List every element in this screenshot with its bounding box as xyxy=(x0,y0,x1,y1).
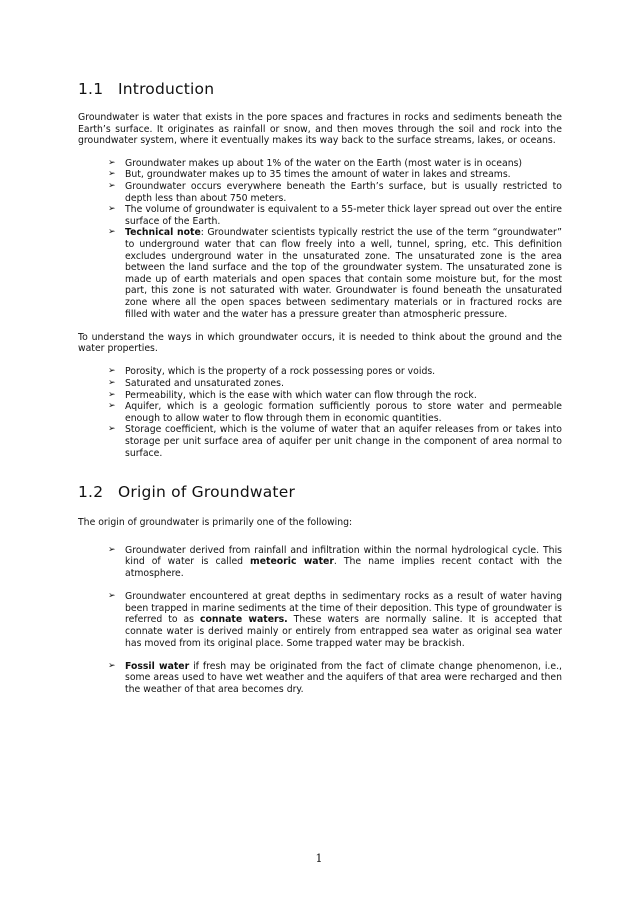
origin-intro-paragraph: The origin of groundwater is primarily one of the following: xyxy=(78,517,353,529)
term-fossil-water: Fossil water xyxy=(125,660,190,672)
arrow-bullet-icon: ➢ xyxy=(108,157,116,168)
arrow-bullet-icon: ➢ xyxy=(108,169,116,180)
properties-list xyxy=(78,366,562,459)
list-item: ➢ The volume of groundwater is equivalent to a 55-meter thick layer spread out over the entire surface of the Earth. xyxy=(108,204,562,227)
origin-list xyxy=(78,545,562,696)
properties-paragraph: To understand the ways in which groundwater occurs, it is needed to think about the ground and the water properties. xyxy=(78,331,562,355)
term-meteoric-water: meteoric water xyxy=(250,556,334,568)
section-number: 1.2 xyxy=(78,483,104,502)
list-item: ➢ Groundwater makes up about 1% of the water on the Earth (most water is in oceans) xyxy=(108,157,523,169)
arrow-bullet-icon: ➢ xyxy=(108,227,116,238)
arrow-bullet-icon: ➢ xyxy=(108,180,116,191)
arrow-bullet-icon: ➢ xyxy=(108,660,116,671)
section-heading-origin xyxy=(78,483,562,501)
arrow-bullet-icon: ➢ xyxy=(108,424,116,435)
term-connate-waters: connate waters. xyxy=(200,614,288,626)
technical-note-label: Technical note xyxy=(125,227,201,239)
page-number: 1 xyxy=(315,852,323,865)
list-item-technical-note xyxy=(108,227,562,320)
facts-list xyxy=(78,158,562,320)
list-item: ➢ Groundwater occurs everywhere beneath the Earth’s surface, but is usually restricted to depth less than about 750 meters. xyxy=(108,180,562,204)
arrow-bullet-icon: ➢ xyxy=(108,544,116,555)
technical-note-text: : Groundwater scientists typically restrict the use of the term “groundwater” to underground water that can flow freely into a well, tunnel, spring, etc. This definition excludes underground water in the unsaturated zone. The unsaturated zone is the area between the land surface and the top of the groundwater system. The unsaturated zone is made up of earth materials and open spaces that contain some moisture but, for the most part, this zone is not saturated with water. Groundwater is found beneath the unsaturated zone where all the open spaces between sedimentary materials or in fractured rocks are filled with water and the water has a pressure greater than atmospheric pressure. xyxy=(125,227,563,320)
arrow-bullet-icon: ➢ xyxy=(108,378,116,389)
list-item: ➢ Aquifer, which is a geologic formation sufficiently porous to store water and permeable enough to allow water to flow through them in economic quantities. xyxy=(108,401,562,424)
page-content xyxy=(78,80,562,707)
arrow-bullet-icon: ➢ xyxy=(108,389,116,400)
arrow-bullet-icon: ➢ xyxy=(108,401,116,412)
list-item-fossil: ➢ Fossil water if fresh may be originated from the fact of climate change phenomenon, i.e., some areas used to have wet weather and the aquifers of that area were recharged and then the weather of that area becomes dry. xyxy=(108,660,562,695)
list-item: ➢ Porosity, which is the property of a rock possessing pores or voids. xyxy=(108,366,436,378)
section-heading-introduction xyxy=(78,80,562,98)
arrow-bullet-icon: ➢ xyxy=(108,591,116,602)
section-title: Origin of Groundwater xyxy=(118,483,296,502)
list-item: ➢ Storage coefficient, which is the volume of water that an aquifer releases from or takes into storage per unit surface area of aquifer per unit change in the component of area normal to surface. xyxy=(108,424,562,459)
list-item: ➢ But, groundwater makes up to 35 times the amount of water in lakes and streams. xyxy=(108,169,511,181)
list-item: ➢ Saturated and unsaturated zones. xyxy=(108,378,284,390)
section-number: 1.1 xyxy=(78,80,104,98)
list-item-connate: ➢ Groundwater encountered at great depths in sedimentary rocks as a result of water having been trapped in marine sediments at the time of their deposition. This type of groundwater is referred to as connate waters. These waters are normally saline. It is accepted that connate water is derived mainly or entirely from entrapped sea water as original sea water has moved from its original place. Some trapped water may be brackish. xyxy=(108,591,562,649)
arrow-bullet-icon: ➢ xyxy=(108,366,116,377)
list-item-meteoric: ➢ Groundwater derived from rainfall and infiltration within the normal hydrological cycle. This kind of water is called meteoric water. The name implies recent contact with the atmosphere. xyxy=(108,544,562,579)
section-title: Introduction xyxy=(118,80,215,98)
list-item: ➢ Permeability, which is the ease with which water can flow through the rock. xyxy=(108,389,477,401)
arrow-bullet-icon: ➢ xyxy=(108,204,116,215)
intro-paragraph: Groundwater is water that exists in the pore spaces and fractures in rocks and sediments beneath the Earth’s surface. It originates as rainfall or snow, and then moves through the soil and rock into the groundwater system, where it eventually makes its way back to the surface streams, lakes, or oceans. xyxy=(78,112,562,147)
